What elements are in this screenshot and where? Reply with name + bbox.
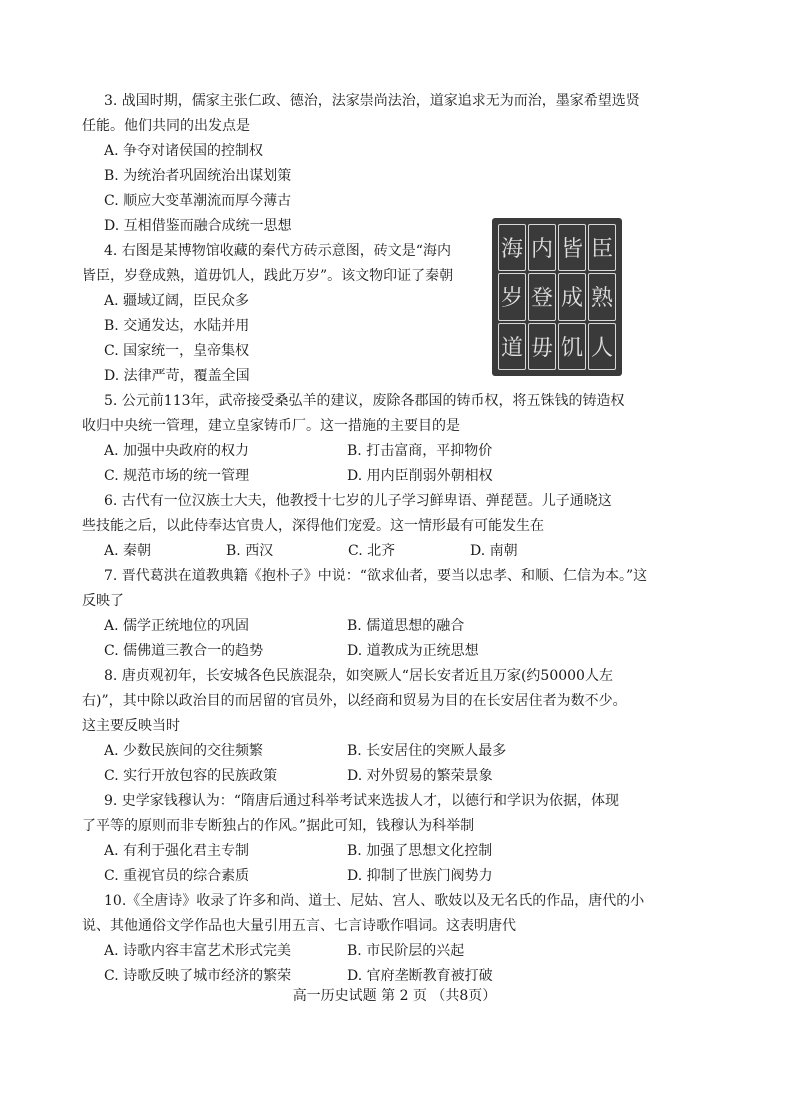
option-c: C. 国家统一，皇帝集权 xyxy=(104,343,250,359)
option-d: D. 抑制了世族门阀势力 xyxy=(347,868,493,884)
qin-brick-image xyxy=(492,218,622,376)
brick-char: 毋 xyxy=(528,323,556,370)
question-stem: 8. 唐贞观初年，长安城各色民族混杂，如突厥人“居长安者近且万家(约50000人左 右)”，其中除以政治目的而居留的官员外，以经商和贸易为目的在长安居住者为数不少。 这主要反映当时 xyxy=(82,668,627,734)
option-a: A. 加强中央政府的权力 xyxy=(104,443,250,459)
brick-char: 道 xyxy=(498,323,526,370)
option-b: B. 儒道思想的融合 xyxy=(347,618,465,634)
option-row xyxy=(104,839,704,864)
option-row xyxy=(104,614,704,639)
question-stem: 9. 史学家钱穆认为：“隋唐后通过科举考试来选拔人才，以德行和学识为依据，体现 了平等的原则而非专断独占的作风。”据此可知，钱穆认为科举制 xyxy=(82,793,619,834)
option-b: B. 市民阶层的兴起 xyxy=(347,943,465,959)
option-a: A. 秦朝 xyxy=(104,543,152,559)
page-footer: 高一历史试题 第 2 页 （共8页） xyxy=(292,988,497,1004)
brick-char: 皆 xyxy=(558,224,586,271)
option-c: C. 实行开放包容的民族政策 xyxy=(104,768,278,784)
brick-char: 人 xyxy=(588,323,616,370)
brick-char: 熟 xyxy=(588,273,616,320)
question-9 xyxy=(82,789,704,889)
option-a: A. 疆域辽阔，臣民众多 xyxy=(104,293,250,309)
question-stem: 10.《全唐诗》收录了许多和尚、道士、尼姑、宫人、歌妓以及无名氏的作品，唐代的小 说、其他通俗文学作品也大量引用五言、七言诗歌作唱词。这表明唐代 xyxy=(82,893,645,934)
option-b: B. 交通发达，水陆并用 xyxy=(104,318,250,334)
option-row xyxy=(104,639,704,664)
brick-char: 登 xyxy=(528,273,556,320)
option-c: C. 北齐 xyxy=(348,543,396,559)
option-row xyxy=(104,939,704,964)
brick-char: 成 xyxy=(558,273,586,320)
option-row xyxy=(104,464,704,489)
brick-char: 岁 xyxy=(498,273,526,320)
question-stem: 5. 公元前113年，武帝接受桑弘羊的建议，废除各郡国的铸币权，将五铢钱的铸造权 收归中央统一管理，建立皇家铸币厂。这一措施的主要目的是 xyxy=(82,393,625,434)
option-b: B. 为统治者巩固统治出谋划策 xyxy=(104,168,292,184)
option-c: C. 顺应大变革潮流而厚今薄古 xyxy=(104,193,292,209)
brick-inscription-grid xyxy=(498,224,616,370)
question-stem: 4. 右图是某博物馆收藏的秦代方砖示意图，砖文是“海内 皆臣，岁登成熟，道毋饥人，践此万岁”。该文物印证了秦朝 xyxy=(82,243,454,284)
question-stem: 7. 晋代葛洪在道教典籍《抱朴子》中说：“欲求仙者，要当以忠孝、和顺、仁信为本。”这 反映了 xyxy=(82,568,648,609)
option-a: A. 儒学正统地位的巩固 xyxy=(104,618,250,634)
question-stem: 6. 古代有一位汉族士大夫，他教授十七岁的儿子学习鲜卑语、弹琵琶。儿子通晓这 些技能之后，以此侍奉达官贵人，深得他们宠爱。这一情形最有可能发生在 xyxy=(82,493,612,534)
option-b: B. 打击富商，平抑物价 xyxy=(347,443,493,459)
question-10 xyxy=(82,889,704,989)
option-row xyxy=(104,439,704,464)
option-d: D. 对外贸易的繁荣景象 xyxy=(347,768,493,784)
option-b: B. 长安居住的突厥人最多 xyxy=(347,743,507,759)
option-d: D. 互相借鉴而融合成统一思想 xyxy=(104,218,292,234)
question-3 xyxy=(82,89,704,239)
question-7 xyxy=(82,564,704,664)
option-row xyxy=(104,539,704,564)
option-d: D. 道教成为正统思想 xyxy=(347,643,479,659)
option-row xyxy=(104,739,704,764)
option-a: A. 诗歌内容丰富艺术形式完美 xyxy=(104,943,292,959)
option-b: B. 加强了思想文化控制 xyxy=(347,843,493,859)
brick-char: 臣 xyxy=(588,224,616,271)
option-a: A. 少数民族间的交往频繁 xyxy=(104,743,264,759)
question-8 xyxy=(82,664,704,789)
option-a: A. 争夺对诸侯国的控制权 xyxy=(104,143,264,159)
option-row xyxy=(104,864,704,889)
question-stem: 3. 战国时期，儒家主张仁政、德治，法家崇尚法治，道家追求无为而治，墨家希望选贤 任能。他们共同的出发点是 xyxy=(82,93,640,134)
brick-char: 内 xyxy=(528,224,556,271)
question-6 xyxy=(82,489,704,564)
option-d: D. 法律严苛，覆盖全国 xyxy=(104,368,250,384)
option-d: D. 官府垄断教育被打破 xyxy=(347,968,493,984)
option-b: B. 西汉 xyxy=(226,543,274,559)
option-c: C. 诗歌反映了城市经济的繁荣 xyxy=(104,968,292,984)
option-d: D. 南朝 xyxy=(470,543,518,559)
option-c: C. 儒佛道三教合一的趋势 xyxy=(104,643,264,659)
option-d: D. 用内臣削弱外朝相权 xyxy=(347,468,493,484)
brick-char: 饥 xyxy=(558,323,586,370)
option-a: A. 有利于强化君主专制 xyxy=(104,843,250,859)
option-c: C. 规范市场的统一管理 xyxy=(104,468,250,484)
question-5 xyxy=(82,389,704,489)
option-c: C. 重视官员的综合素质 xyxy=(104,868,250,884)
brick-char: 海 xyxy=(498,224,526,271)
option-row xyxy=(104,764,704,789)
